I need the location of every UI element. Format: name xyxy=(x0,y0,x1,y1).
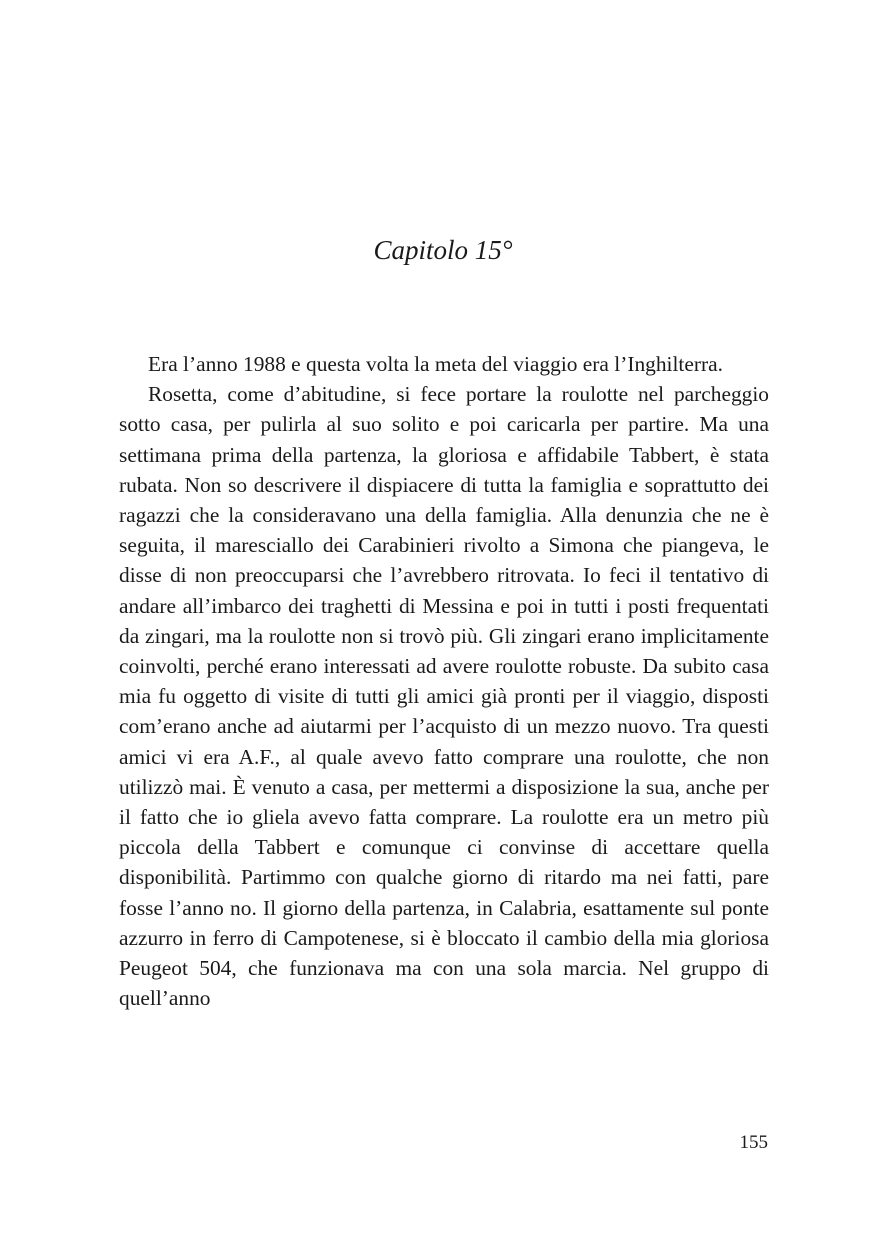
body-text xyxy=(119,349,769,1013)
paragraph: Era l’anno 1988 e questa volta la meta del viaggio era l’Inghilterra. xyxy=(148,352,723,376)
page-number: 155 xyxy=(739,1132,768,1153)
chapter-title: Capitolo 15° xyxy=(373,235,513,265)
paragraph: Rosetta, come d’abitudine, si fece portare la roulotte nel parcheggio sotto casa, per pulirla al suo solito e poi caricarla per partire. Ma una settimana prima della partenza, la gloriosa e affidabile Tabbert, è stata rubata. Non so descrivere il dispiacere di tutta la famiglia e soprattutto dei ragazzi che la consideravano una della famiglia. Alla denunzia che ne è seguita, il maresciallo dei Carabinieri rivolto a Simona che piangeva, le disse di non preoccuparsi che l’avrebbero ritrovata. Io feci il tentativo di andare all’imbarco dei traghetti di Messina e poi in tutti i posti frequentati da zingari, ma la roulotte non si trovò più. Gli zingari erano implicitamente coinvolti, perché erano interessati ad avere roulotte robuste. Da subito casa mia fu oggetto di visite di tutti gli amici già pronti per il viaggio, disposti com’erano anche ad aiutarmi per l’acquisto di un mezzo nuovo. Tra questi amici vi era A.F., al quale avevo fatto comprare una roulotte, che non utilizzò mai. È venuto a casa, per mettermi a disposizione la sua, anche per il fatto che io gliela avevo fatta comprare. La roulotte era un metro più piccola della Tabbert e comunque ci convinse di accettare quella disponibilità. Partimmo con qualche giorno di ritardo ma nei fatti, pare fosse l’anno no. Il giorno della partenza, in Calabria, esattamente sul ponte azzurro in ferro di Campotenese, si è bloccato il cambio della mia gloriosa Peugeot 504, che funzionava ma con una sola marcia. Nel gruppo di quell’anno xyxy=(119,382,769,1011)
